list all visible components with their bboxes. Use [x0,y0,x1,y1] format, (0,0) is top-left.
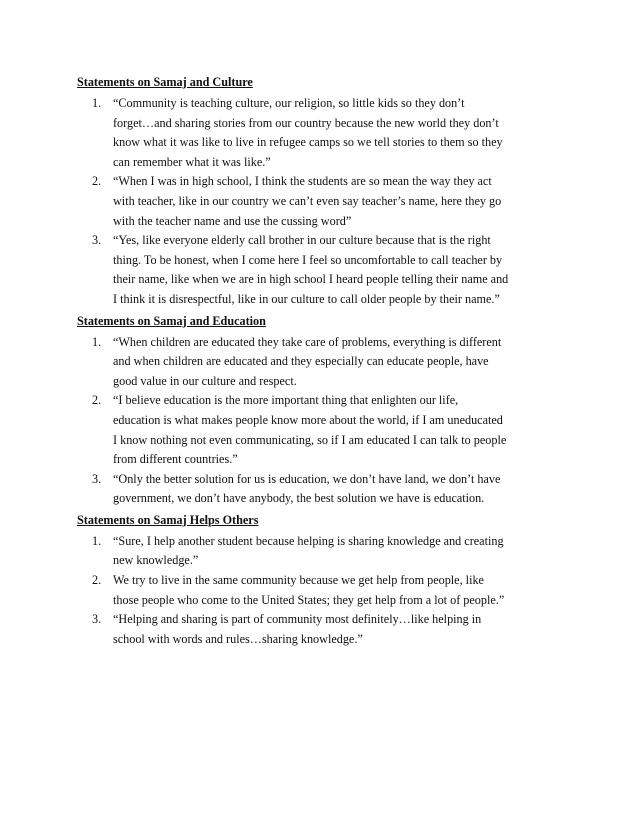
text-line: “Only the better solution for us is education, we don’t have land, we don’t have [113,471,501,486]
list-number: 3. [92,612,102,627]
list-item [77,610,567,649]
text-line: “When children are educated they take care of problems, everything is different [113,334,502,349]
section-heading: Statements on Samaj and Culture [77,75,253,89]
section-heading: Statements on Samaj and Education [77,313,266,328]
text-line: can remember what it was like.” [113,154,271,169]
list-number: 1. [92,334,102,349]
text-line: from different countries.” [113,452,238,467]
text-line: “Community is teaching culture, our religion, so little kids so they don’t [113,96,465,110]
statement-list [77,532,567,650]
list-number: 3. [92,233,102,248]
section-heading: Statements on Samaj Helps Others [77,512,259,527]
text-line: and when children are educated and they especially can educate people, have [113,354,489,369]
text-line: their name, like when we are in high school I heard people telling their name and [113,272,509,287]
text-line: “Helping and sharing is part of community most definitely…like helping in [113,612,482,627]
text-line: education is what makes people know more about the world, if I am uneducated [113,412,503,427]
list-number: 2. [92,393,102,408]
list-number: 3. [92,471,102,486]
text-line: government, we don’t have anybody, the best solution we have is education. [113,491,485,506]
list-item [77,470,567,509]
list-item [77,94,567,172]
text-line: with the teacher name and use the cussing word” [113,213,352,228]
list-item [77,231,567,309]
section-samaj-helps-others [77,511,567,650]
statement-list [77,94,567,310]
list-number: 2. [92,174,102,189]
text-line: those people who come to the United States; they get help from a lot of people.” [113,592,505,607]
text-line: I know nothing not even communicating, so if I am educated I can talk to people [113,432,507,447]
list-item [77,391,567,469]
text-line: good value in our culture and respect. [113,373,297,388]
section-samaj-culture [77,73,567,310]
text-line: We try to live in the same community because we get help from people, like [113,573,484,588]
list-number: 1. [92,96,102,110]
text-line: thing. To be honest, when I come here I feel so uncomfortable to call teacher by [113,252,503,267]
text-line: “I believe education is the more important thing that enlighten our life, [113,393,459,408]
text-line: I think it is disrespectful, like in our culture to call older people by their name.” [113,291,500,306]
text-line: new knowledge.” [113,553,199,568]
text-line: school with words and rules…sharing knowledge.” [113,631,363,646]
list-item [77,571,567,610]
document-body [77,73,567,651]
list-item [77,172,567,231]
text-line: know what it was like to live in refugee camps so we tell stories to them so they [113,135,503,150]
statement-list [77,333,567,509]
list-item [77,333,567,392]
text-line: forget…and sharing stories from our country because the new world they don’t [113,115,499,130]
list-number: 1. [92,533,102,548]
text-line: “Yes, like everyone elderly call brother in our culture because that is the right [113,233,491,248]
list-item [77,532,567,571]
text-line: “When I was in high school, I think the students are so mean the way they act [113,174,492,189]
text-line: with teacher, like in our country we can’t even say teacher’s name, here they go [113,193,502,208]
text-line: “Sure, I help another student because helping is sharing knowledge and creating [113,533,504,548]
list-number: 2. [92,573,102,588]
section-samaj-education [77,312,567,509]
